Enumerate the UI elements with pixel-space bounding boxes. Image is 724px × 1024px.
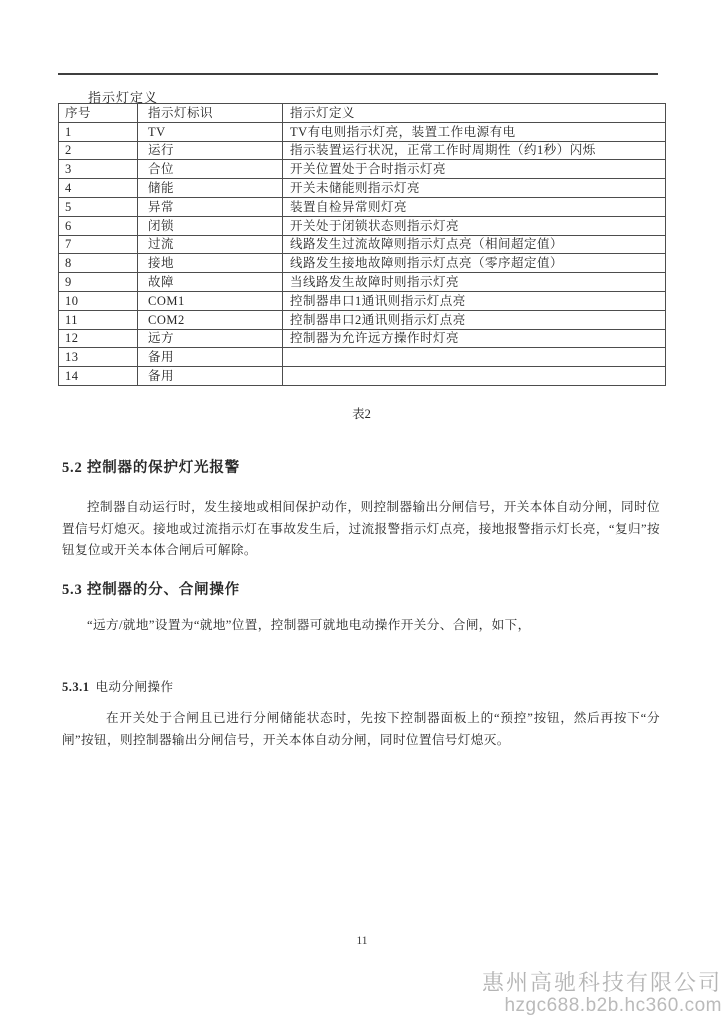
table-cell: 9 [59,273,138,292]
table-cell: 14 [59,367,138,386]
table-cell: 控制器串口2通讯则指示灯点亮 [283,310,666,329]
table-cell: 线路发生接地故障则指示灯点亮（零序超定值） [283,254,666,273]
table-cell: 8 [59,254,138,273]
table-row [59,197,666,216]
section-body-5-3: “远方/就地”设置为“就地”位置，控制器可就地电动操作开关分、合闸，如下， [87,618,531,632]
table-row [59,329,666,348]
table-row [59,254,666,273]
table-row [59,273,666,292]
table-cell: 远方 [138,329,283,348]
table-row [59,216,666,235]
table-cell: 异常 [138,197,283,216]
table-cell: 指示装置运行状况，正常工作时周期性（约1秒）闪烁 [283,141,666,160]
table-label: 指示灯定义 [88,90,159,105]
heading-number: 5.3.1 [62,680,90,694]
table-cell: COM2 [138,310,283,329]
table-cell: 线路发生过流故障则指示灯点亮（相间超定值） [283,235,666,254]
section-body-5-3-1: 在开关处于合闸且已进行分闸储能状态时，先按下控制器面板上的“预控”按钮，然后再按下“分闸”按钮，则控制器输出分闸信号，开关本体自动分闸，同时位置信号灯熄灭。 [62,711,660,747]
table-cell: 当线路发生故障时则指示灯亮 [283,273,666,292]
table-cell: 10 [59,291,138,310]
watermark [482,972,722,1015]
table-row [59,291,666,310]
table-cell: 6 [59,216,138,235]
table-cell: 故障 [138,273,283,292]
section-heading-5-2: 5.2 控制器的保护灯光报警 [62,460,240,476]
column-header: 指示灯标识 [138,104,283,123]
table-cell: 装置自检异常则灯亮 [283,197,666,216]
heading-text: 电动分闸操作 [95,680,174,694]
table-row [59,235,666,254]
table-cell: 1 [59,122,138,141]
table-cell: 备用 [138,367,283,386]
section-heading-5-3-1 [62,677,174,695]
table-cell: 闭锁 [138,216,283,235]
table-cell [283,348,666,367]
table-row [59,179,666,198]
column-header: 序号 [59,104,138,123]
table-cell: 储能 [138,179,283,198]
table-cell: TV有电则指示灯亮，装置工作电源有电 [283,122,666,141]
table-cell: 2 [59,141,138,160]
section-body-5-2: 控制器自动运行时，发生接地或相间保护动作，则控制器输出分闸信号，开关本体自动分闸，同时位置信号灯熄灭。接地或过流指示灯在事故发生后，过流报警指示灯点亮，接地报警指示灯长亮，“复归”按钮复位或开关本体合闸后可解除。 [62,500,660,558]
table-row [59,310,666,329]
column-header: 指示灯定义 [283,104,666,123]
table-cell: 运行 [138,141,283,160]
table-cell: 11 [59,310,138,329]
table-row [59,141,666,160]
table-cell: 5 [59,197,138,216]
indicator-light-table [58,103,666,386]
indicator-table-body [59,122,666,385]
table-cell: 控制器为允许远方操作时灯亮 [283,329,666,348]
table-cell: 过流 [138,235,283,254]
watermark-url: hzgc688.b2b.hc360.com [504,995,722,1016]
header-rule [58,73,658,75]
table-cell: 备用 [138,348,283,367]
table-cell: 7 [59,235,138,254]
table-cell: 4 [59,179,138,198]
section-heading-5-3: 5.3 控制器的分、合闸操作 [62,582,240,598]
page-number: 11 [356,935,368,947]
table-cell: 接地 [138,254,283,273]
table-cell: 13 [59,348,138,367]
table-row [59,367,666,386]
table-caption: 表2 [352,407,371,421]
table-cell: 开关未储能则指示灯亮 [283,179,666,198]
table-row [59,348,666,367]
table-cell: COM1 [138,291,283,310]
table-row [59,122,666,141]
table-cell: TV [138,122,283,141]
table-cell: 12 [59,329,138,348]
table-cell: 控制器串口1通讯则指示灯点亮 [283,291,666,310]
table-cell: 开关处于闭锁状态则指示灯亮 [283,216,666,235]
table-cell: 3 [59,160,138,179]
table-header-row [59,104,666,123]
watermark-company-name: 惠州高驰科技有限公司 [481,970,722,995]
table-cell: 开关位置处于合时指示灯亮 [283,160,666,179]
table-row [59,160,666,179]
table-cell: 合位 [138,160,283,179]
table-cell [283,367,666,386]
